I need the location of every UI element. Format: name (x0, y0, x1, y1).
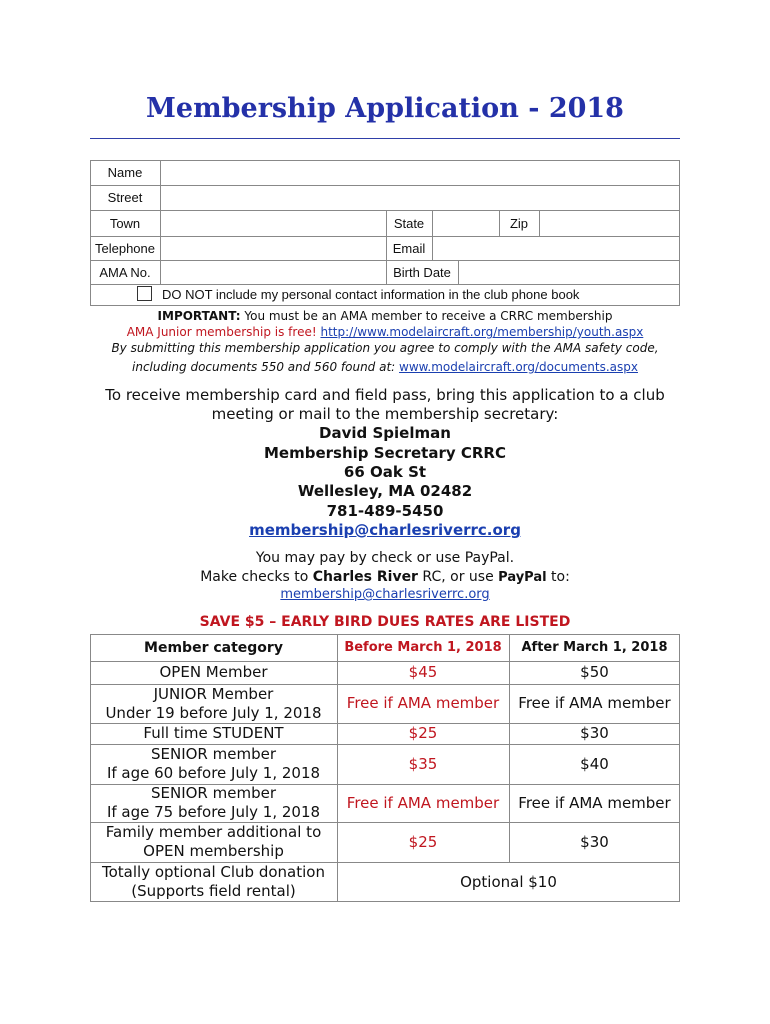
payment-pre: Make checks to (200, 569, 313, 585)
donation-amount: Optional $10 (460, 872, 557, 891)
secretary-street: 66 Oak St (343, 463, 427, 481)
state-field[interactable] (433, 211, 499, 236)
row-price-before: $35 (408, 754, 438, 773)
agree-line-1: By submitting this membership application you agree to comply with the AMA safety code, (111, 341, 659, 355)
phonebook-optout-label: DO NOT include my personal contact information in the club phone book (162, 287, 580, 302)
header-before-date: Before March 1, 2018 (344, 640, 502, 655)
row-price-before: Free if AMA member (346, 694, 500, 712)
header-member-category: Member category (144, 640, 283, 656)
row-category: Totally optional Club donation (Supports field rental) (102, 863, 325, 900)
junior-notice (0, 325, 770, 339)
secretary-role: Membership Secretary CRRC (264, 444, 506, 462)
payment-post: to: (546, 569, 570, 585)
row-price-before: $25 (408, 832, 438, 851)
agree-line-2 (0, 360, 770, 374)
row-category: OPEN Member (159, 663, 268, 681)
row-price-after: Free if AMA member (518, 793, 671, 812)
important-text: You must be an AMA member to receive a CRRC membership (240, 309, 613, 323)
agree-text: including documents 550 and 560 found at: (132, 360, 400, 374)
secretary-phone: 781-489-5450 (326, 502, 444, 520)
secretary-name: David Spielman (319, 424, 451, 442)
page-title: Membership Application - 2018 (146, 93, 624, 124)
row-price-after: Free if AMA member (518, 694, 671, 712)
name-field[interactable] (161, 161, 679, 185)
secretary-city: Wellesley, MA 02482 (297, 482, 473, 500)
title-divider (90, 138, 680, 139)
instructions-line-1: To receive membership card and field pass, bring this application to a club (105, 386, 665, 404)
row-category: Family member additional to OPEN membership (105, 823, 322, 860)
important-notice (0, 309, 770, 323)
paypal-email-link[interactable]: membership@charlesriverrc.org (280, 587, 490, 602)
telephone-label: Telephone (95, 240, 155, 256)
row-price-before: $45 (408, 663, 438, 681)
row-category: SENIOR member If age 60 before July 1, 2018 (106, 745, 321, 782)
payment-mid: RC, or use (417, 569, 499, 585)
instructions-line-2: meeting or mail to the membership secretary: (211, 405, 559, 423)
row-price-before: $25 (408, 724, 438, 742)
row-price-before: Free if AMA member (346, 793, 500, 812)
ama-number-field[interactable] (161, 261, 386, 284)
form-row-divider (90, 284, 680, 285)
birth-date-field[interactable] (459, 261, 679, 284)
email-label: Email (392, 240, 426, 256)
junior-text: AMA Junior membership is free! (126, 325, 321, 339)
payment-line-2 (0, 569, 770, 585)
row-price-after: $40 (580, 754, 609, 773)
street-field[interactable] (161, 186, 679, 210)
junior-link[interactable]: http://www.modelaircraft.org/membership/youth.aspx (320, 325, 644, 339)
row-price-after: $50 (580, 663, 609, 681)
important-label: IMPORTANT: (157, 309, 241, 323)
payee-name: Charles River (312, 569, 418, 585)
birth-date-label: Birth Date (393, 264, 451, 280)
email-field[interactable] (433, 237, 679, 260)
early-bird-banner: SAVE $5 – EARLY BIRD DUES RATES ARE LISTED (199, 614, 571, 630)
documents-link[interactable]: www.modelaircraft.org/documents.aspx (399, 360, 638, 374)
telephone-field[interactable] (161, 237, 386, 260)
state-label: State (393, 215, 425, 231)
row-price-after: $30 (580, 832, 609, 851)
phonebook-optout-checkbox[interactable] (137, 286, 152, 301)
ama-number-label: AMA No. (99, 264, 151, 280)
street-label: Street (107, 190, 143, 205)
paypal-label: PayPal (498, 570, 547, 585)
name-label: Name (107, 165, 143, 180)
header-after-date: After March 1, 2018 (521, 640, 668, 655)
payment-line-1: You may pay by check or use PayPal. (255, 550, 515, 566)
zip-label: Zip (509, 215, 529, 231)
row-category: Full time STUDENT (143, 724, 284, 742)
row-category: JUNIOR Member Under 19 before July 1, 2018 (105, 684, 322, 722)
secretary-email-link[interactable]: membership@charlesriverrc.org (249, 521, 521, 539)
zip-field[interactable] (540, 211, 679, 236)
row-price-after: $30 (580, 724, 609, 742)
row-category: SENIOR member If age 75 before July 1, 2018 (106, 784, 321, 821)
town-field[interactable] (161, 211, 386, 236)
town-label: Town (109, 215, 141, 231)
